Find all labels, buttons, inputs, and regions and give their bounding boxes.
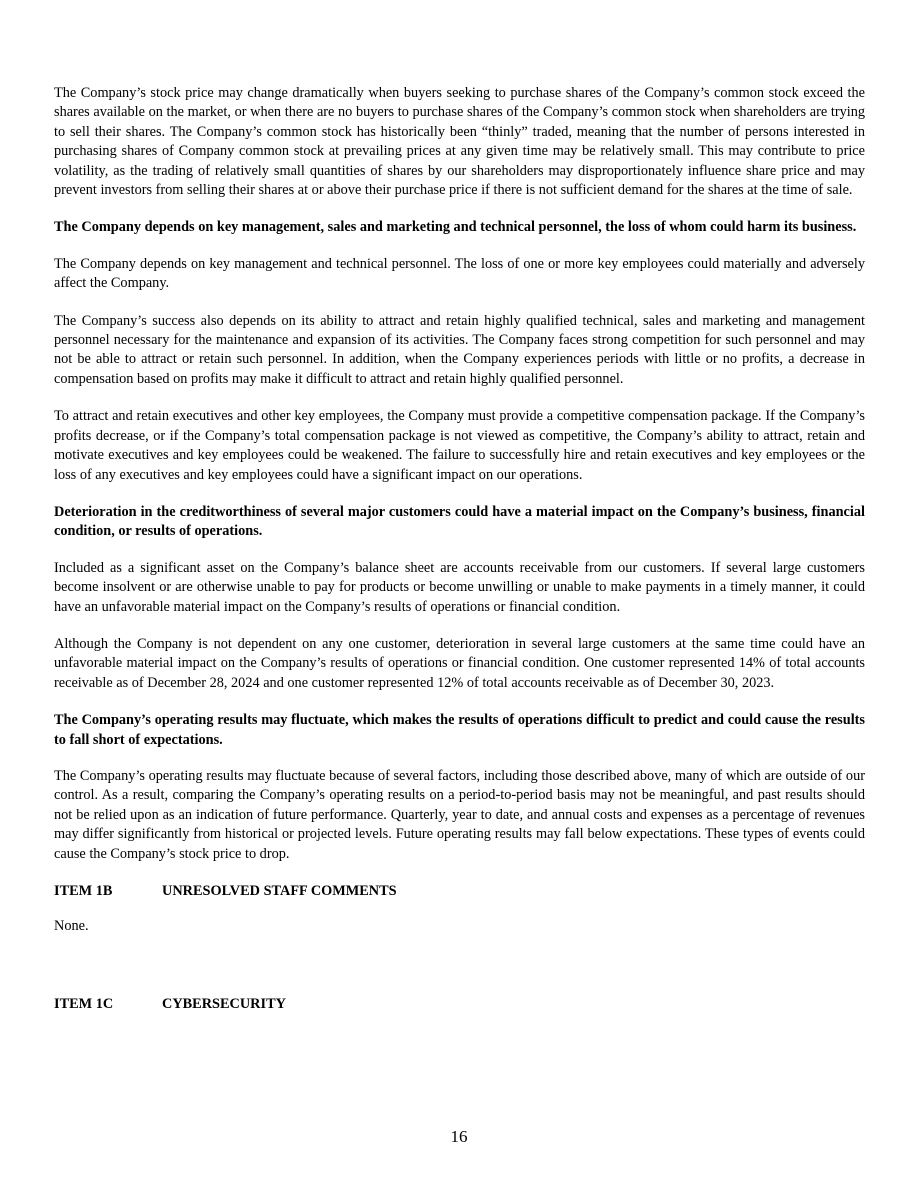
paragraph-key-personnel-3: To attract and retain executives and other key employees, the Company must provide a competitive compensation package. If the Company’s profits decrease, or if the Company’s total compensation package is not viewed as competitive, the Company’s ability to attract, retain and motivate executives and key employees could be weakened. The failure to successfully hire and retain executives and key employees or the loss of any executives and key employees could have a significant impact on our operations. [54, 408, 865, 483]
item-1c-heading [54, 995, 865, 1014]
paragraph-creditworthiness-2: Although the Company is not dependent on any one customer, deterioration in several large customers at the same time could have an unfavorable material impact on the Company’s results of operations or financial condition. One customer represented 14% of total accounts receivable as of December 28, 2024 and one customer represented 12% of total accounts receivable as of December 30, 2023. [54, 635, 865, 691]
heading-key-personnel: The Company depends on key management, sales and marketing and technical personnel, the loss of whom could harm its business. [54, 219, 857, 236]
item-1c-number: ITEM 1C [54, 995, 114, 1012]
item-1b-title: UNRESOLVED STAFF COMMENTS [162, 883, 397, 899]
item-1b-body: None. [54, 918, 89, 935]
paragraph-operating-results: The Company’s operating results may fluctuate because of several factors, including those described above, many of which are outside of our control. As a result, comparing the Company’s operating results on a period-to-period basis may not be meaningful, and past results should not be relied upon as an indication of future performance. Quarterly, year to date, and annual costs and expenses as a percentage of revenues may differ significantly from historical or projected levels. Future operating results may fall below expectations. These types of events could cause the Company’s stock price to drop. [54, 767, 865, 862]
page-number: 16 [450, 1127, 468, 1146]
spacer [54, 937, 865, 995]
paragraph-key-personnel-2: The Company’s success also depends on its ability to attract and retain highly qualified technical, sales and marketing and management personnel necessary for the maintenance and expansion of its activities. The Company faces strong competition for such personnel and may not be able to attract or retain such personnel. In addition, when the Company experiences periods with little or no profits, a decrease in compensation based on profits may make it difficult to attract and retain highly qualified personnel. [54, 312, 865, 387]
item-1b-heading [54, 882, 865, 901]
heading-creditworthiness: Deterioration in the creditworthiness of several major customers could have a material impact on the Company’s business, financial condition, or results of operations. [54, 503, 865, 540]
paragraph-stock-price: The Company’s stock price may change dramatically when buyers seeking to purchase shares of the Company’s common stock exceed the shares available on the market, or when there are no buyers to purchase shares of the Company’s common stock when shareholders are trying to sell their shares. The Company’s common stock has historically been “thinly” traded, meaning that the number of persons interested in purchasing shares of Company common stock at prevailing prices at any given time may be relatively small. This may contribute to price volatility, as the trading of relatively small quantities of shares by our shareholders may disproportionately influence share price and may prevent investors from selling their shares at or above their purchase price if there is not sufficient demand for the shares at the time of sale. [54, 85, 865, 199]
paragraph-creditworthiness-1: Included as a significant asset on the Company’s balance sheet are accounts receivable from our customers. If several large customers become insolvent or are otherwise unable to pay for products or become unwilling or unable to make payments in a timely manner, it could have an unfavorable material impact on the Company’s results of operations or financial condition. [54, 559, 865, 615]
document-body [54, 84, 865, 1030]
paragraph-key-personnel-1: The Company depends on key management and technical personnel. The loss of one or more key employees could materially and adversely affect the Company. [54, 255, 865, 292]
heading-operating-results: The Company’s operating results may fluctuate, which makes the results of operations difficult to predict and could cause the results to fall short of expectations. [54, 712, 865, 748]
item-1c-title: CYBERSECURITY [162, 995, 286, 1012]
item-1b-number: ITEM 1B [54, 883, 113, 899]
